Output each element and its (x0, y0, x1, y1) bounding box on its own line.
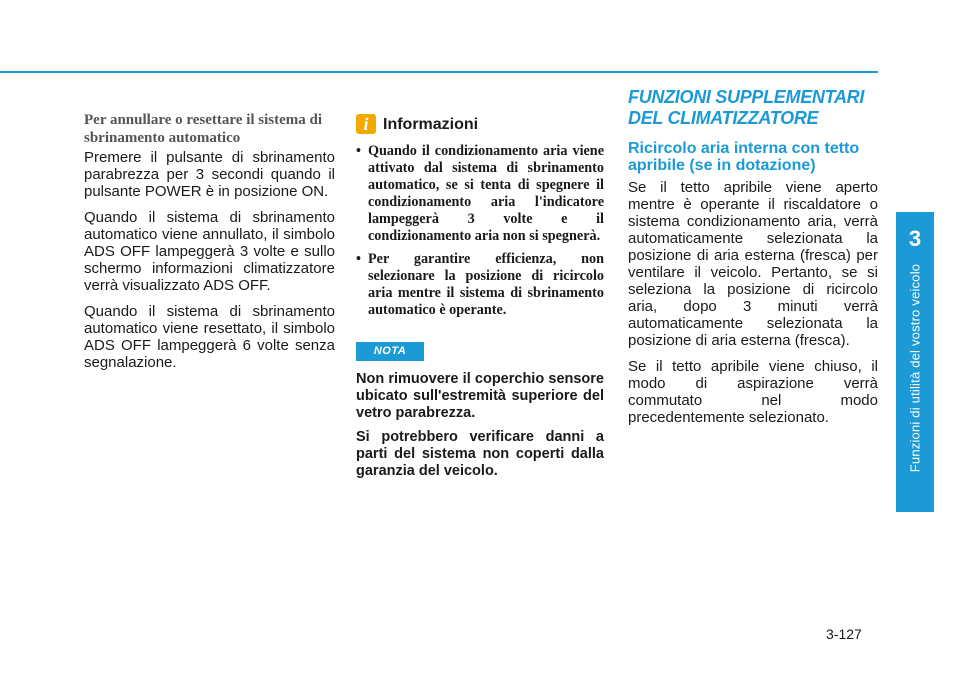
section-title-line: DEL CLIMATIZZATORE (628, 108, 819, 128)
paragraph: Si potrebbero verificare danni a parti del sistema non coperti dalla garanzia del veicolo. (356, 429, 604, 479)
header-rule (0, 71, 878, 73)
info-icon: i (356, 114, 376, 134)
ads-reset-heading: Per annullare o resettare il sistema di sbrinamento automatico (84, 112, 323, 146)
paragraph: Quando il sistema di sbrinamento automatico viene annullato, il simbolo ADS OFF lampeggerà 3 volte e sullo schermo informazioni climatizzatore verrà visualizzato ADS OFF. (84, 209, 335, 294)
page-number: 3-127 (826, 626, 862, 642)
info-title: Informazioni (383, 116, 479, 133)
sunroof-body (628, 179, 878, 426)
paragraph: Premere il pulsante di sbrinamento parabrezza per 3 secondi quando il pulsante POWER è in posizione ON. (84, 149, 335, 200)
chapter-tab[interactable] (896, 212, 934, 512)
nota-badge: NOTA (356, 342, 424, 361)
list-item: • Quando il condizionamento aria viene attivato dal sistema di sbrinamento automatico, se si tenta di spegnere il condizionamento aria l'indicatore lampeggerà 3 volte e il condizionamento aria non si spegnerà. (356, 143, 604, 245)
info-list (356, 143, 604, 325)
paragraph: Quando il sistema di sbrinamento automatico viene resettato, il simbolo ADS OFF lampeggerà 6 volte senza segnalazione. (84, 303, 335, 371)
paragraph: Se il tetto apribile viene aperto mentre è operante il riscaldatore o sistema condizionamento aria, verrà automaticamente selezionata la posizione di aria esterna (fresca) per ventilare il veicolo. Pertanto, se si seleziona la posizione di ricircolo aria, dopo 3 minuti verrà automaticamente selezionata la posizione di aria esterna (fresca). (628, 179, 878, 349)
section-title (628, 87, 888, 129)
chapter-title: Funzioni di utilità del vostro veicolo (907, 263, 923, 473)
ads-reset-body (84, 149, 335, 371)
list-item: • Per garantire efficienza, non selezionare la posizione di ricircolo aria mentre il sistema di sbrinamento automatico è operante. (356, 251, 604, 319)
subsection-title: Ricircolo aria interna con tetto apribile (se in dotazione) (628, 140, 860, 174)
section-title-line: FUNZIONI SUPPLEMENTARI (628, 87, 865, 107)
paragraph: Non rimuovere il coperchio sensore ubicato sull'estremità superiore del vetro parabrezza. (356, 371, 604, 421)
paragraph: Se il tetto apribile viene chiuso, il modo di aspirazione verrà commutato nel modo precedentemente selezionato. (628, 358, 878, 426)
nota-text (356, 371, 604, 487)
chapter-number: 3 (908, 226, 922, 251)
